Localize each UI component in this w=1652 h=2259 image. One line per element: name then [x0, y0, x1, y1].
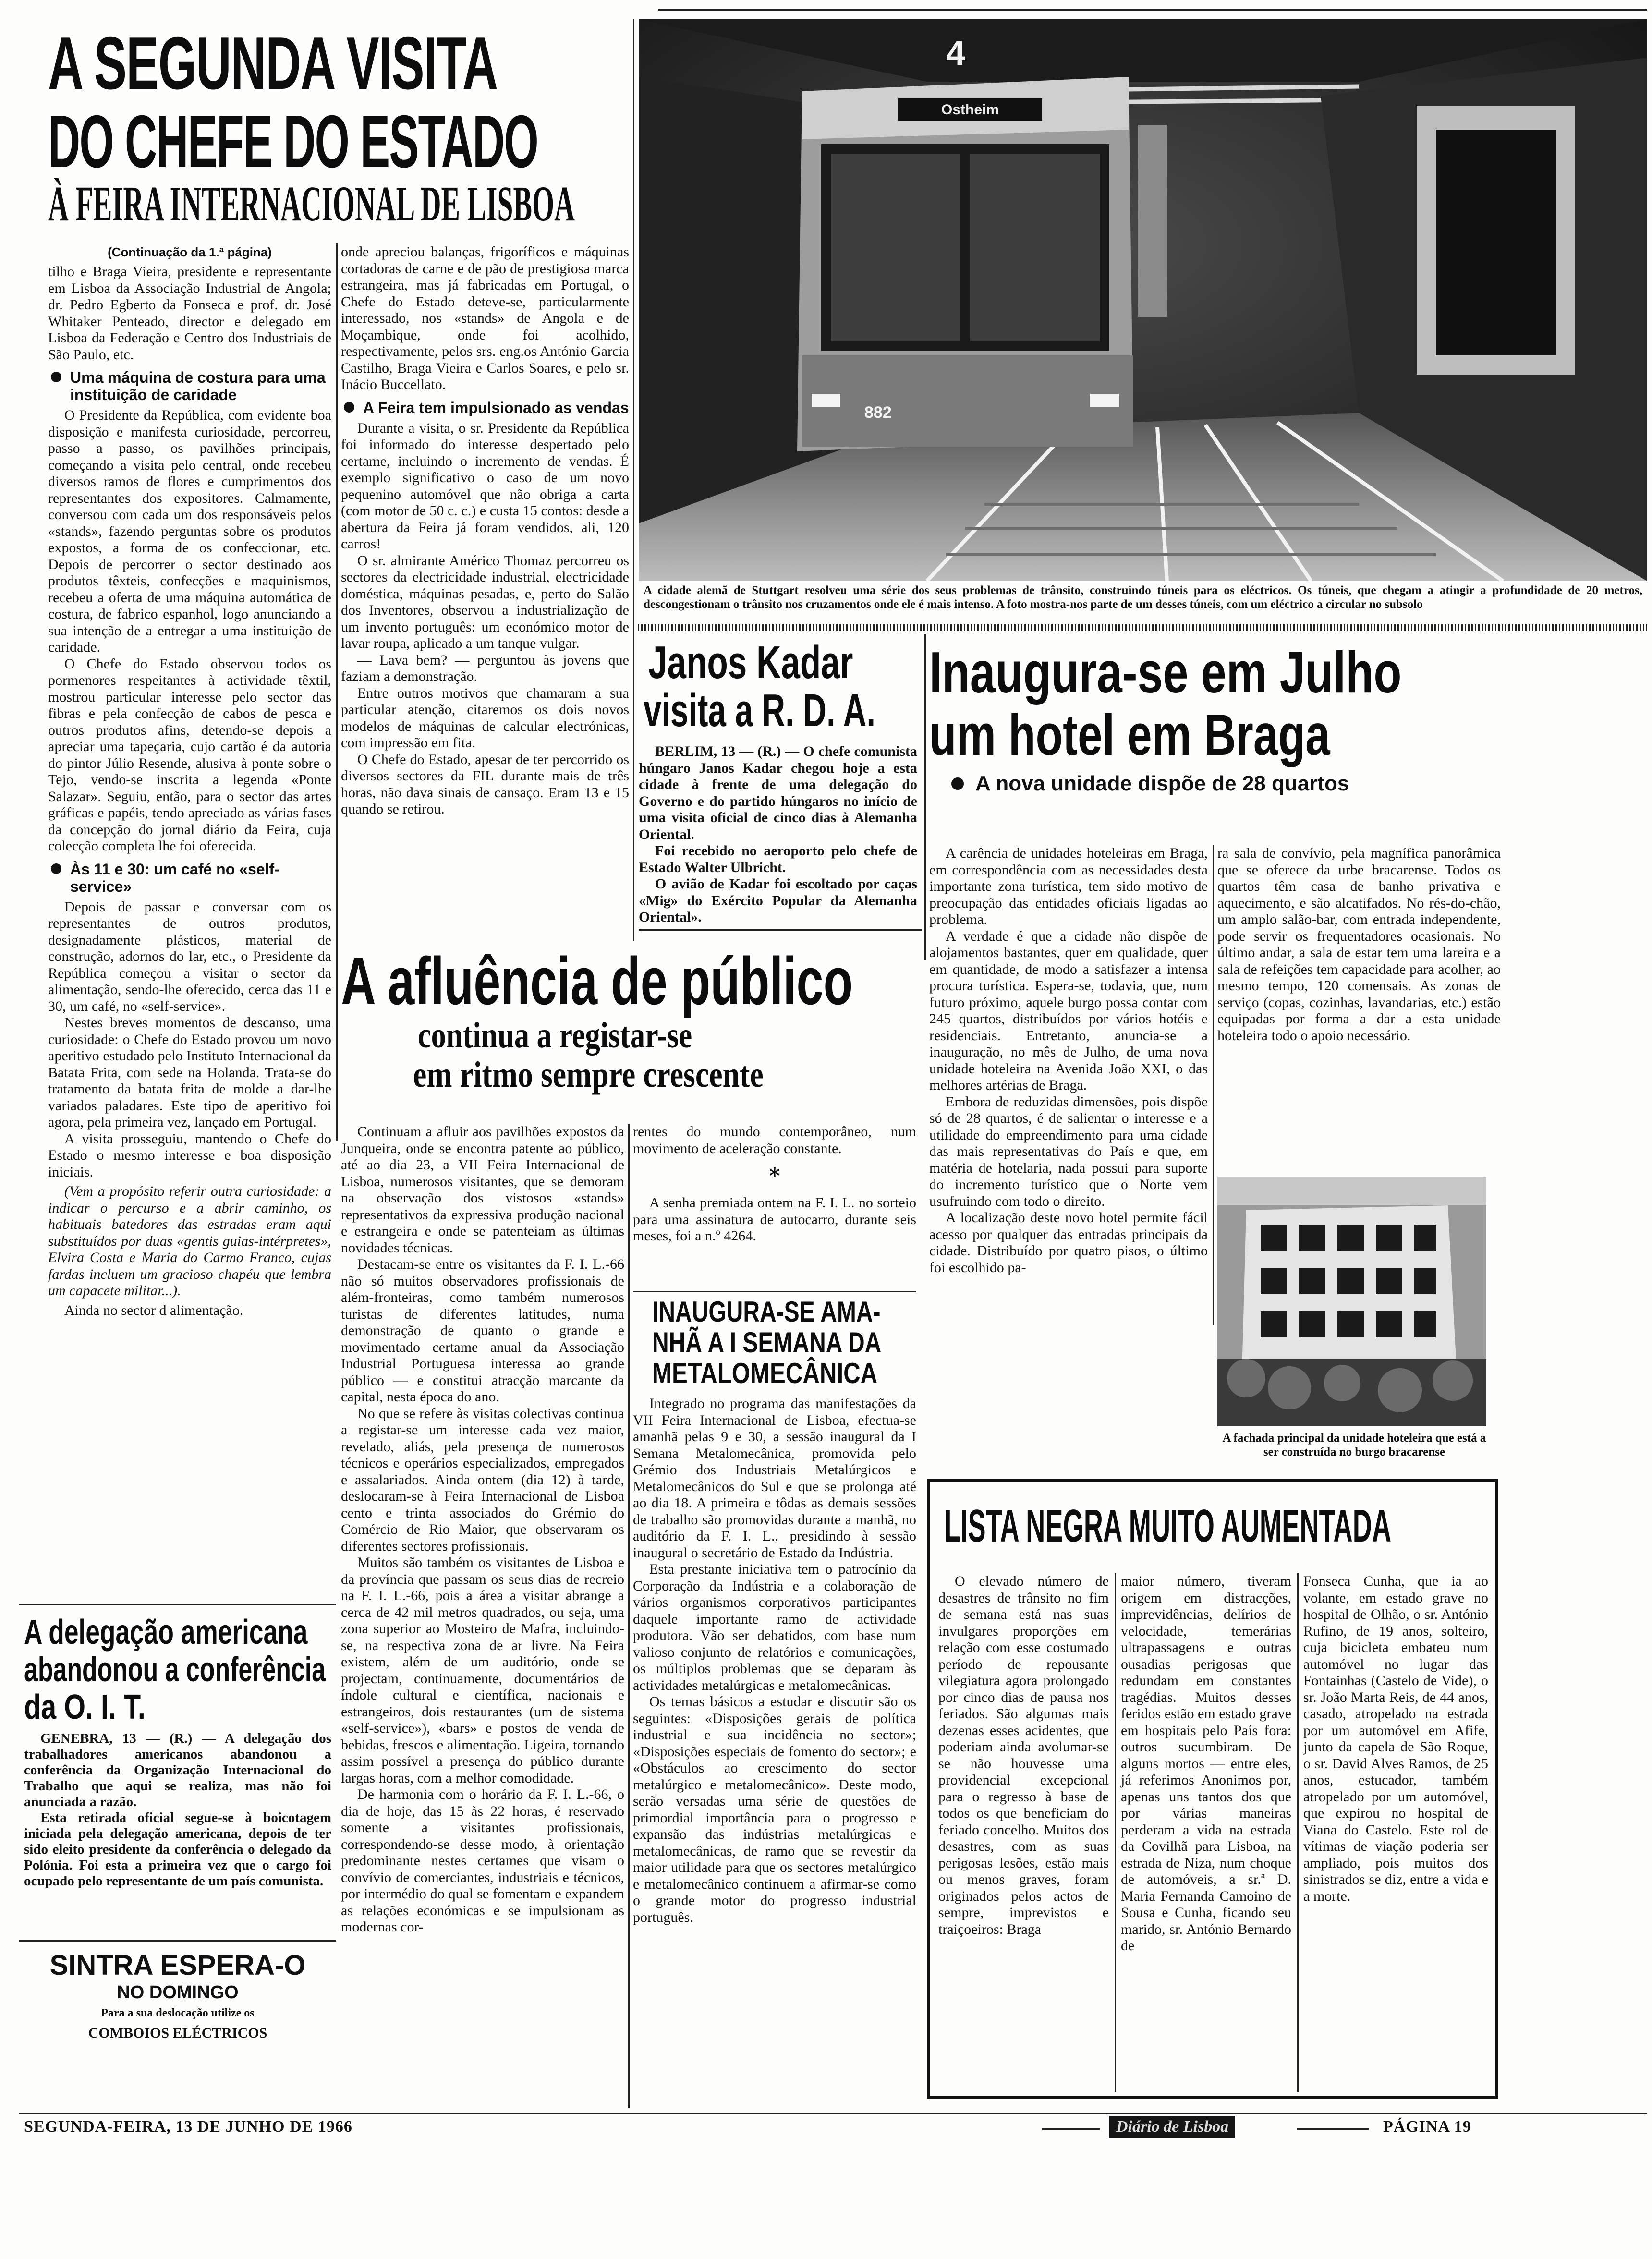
tram-tunnel-illustration	[639, 19, 1647, 581]
main-headline-line3: À FEIRA INTERNACIONAL DE LISBOA	[48, 176, 575, 231]
main-article-col2	[341, 244, 629, 818]
article-paragraph: Os temas básicos a estudar e discutir são os seguintes: «Disposições gerais de política industrial e sua incidência no sector»; «Disposições especiais de fomento do sector»; e «Obstáculos ao crescimento do sector metalúrgico e metalomecânico». Deste modo, serão versadas uma série de questões de primordial importância para o progresso e expansão das indústrias metalúrgicas e metalomecânicas, de ramo que se revestir da maior utilidade para que os sectores metalúrgico e metalomecânico continuem a afirmar-se como o grande motor do progresso industrial português.	[633, 1694, 916, 1925]
afluencia-col1	[341, 1124, 624, 1936]
hotel-col1	[929, 845, 1208, 1276]
hotel-facade-photo	[1217, 1177, 1486, 1426]
article-paragraph: Destacam-se entre os visitantes da F. I. L.-66 não só muitos observadores profissionais de além-fronteiras, como também numerosos turistas de diferentes latitudes, numa demonstração de quanto o grande e movimentado certame anual da Associação Industrial Portuguesa interessa ao grande público — e constitui atracção marcante da capital, nesta época do ano.	[341, 1256, 624, 1405]
article-paragraph: Ainda no sector d alimentação.	[64, 1302, 243, 1318]
column-divider	[924, 634, 926, 960]
article-paragraph: ra sala de convívio, pela magnífica panorâmica que se oferece da urbe bracarense. Todos os quartos têm casa de banho privativa e aquecimento, e são alcatifados. No rés-do-chão, um amplo salão-bar, com entrada independente, pode servir os frequentadores ocasionais. No último andar, a sala de estar tem uma lareira e a sala de refeições tem capacidade para acolher, ao mesmo tempo, 120 comensais. As zonas de serviço (copas, cozinhas, lavandarias, etc.) estão equipadas por forma a dar a esta unidade hoteleira todo o apoio necessário.	[1217, 845, 1501, 1044]
column-divider	[633, 19, 634, 941]
sintra-ad-line2: NO DOMINGO	[117, 1982, 239, 2003]
article-paragraph: Durante a visita, o sr. Presidente da República foi informado do interesse despertado pelo certame, incluindo o incremento de vendas. É exemplo significativo o caso de um novo pequenino automóvel que não obriga a carta (com motor de 50 c. c.) e custa 15 contos: desde a abertura da Feira já foram vendidos, ali, 120 carros!	[341, 420, 629, 552]
main-headline-line2: DO CHEFE DO ESTADO	[48, 100, 538, 183]
hotel-building-illustration	[1217, 1177, 1486, 1426]
bullet-icon	[51, 863, 61, 874]
article-paragraph: Esta retirada oficial segue-se à boicotagem iniciada pela delegação americana, depois de ter sido eleito presidente da conferência o delegado da Polónia. Foi esta a primeira vez que o cargo foi ocupado pelo representante de um país comunista.	[24, 1810, 331, 1889]
article-paragraph: onde apreciou balanças, frigoríficos e máquinas cortadoras de carne e de pão de prestigiosa marca estrangeira, mas já fabricadas em Portugal, o Chefe do Estado deteve-se, particularmente interessado, nos «stands» de Angola e de Moçambique, onde foi acolhido, respectivamente, pelos srs. eng.os António Garcia Castilho, Braga Vieira e Carlos Soares, e pelo sr. Inácio Buccellato.	[341, 244, 629, 392]
tram-sign: Ostheim	[941, 102, 999, 118]
hotel-subheading	[948, 772, 1647, 796]
sintra-ad-line3: Para a sua deslocação utilize os	[101, 2007, 255, 2019]
top-rule	[658, 9, 1647, 11]
subheading-sales	[341, 399, 629, 416]
main-article-col1	[48, 245, 331, 1319]
lista-negra-col2	[1121, 1573, 1291, 1955]
sintra-advert	[24, 1950, 331, 2044]
article-paragraph: A carência de unidades hoteleiras em Braga, em correspondência com as necessidades desta importante zona turística, tem sido motivo de preocupação das entidades oficiais ligadas ao problema.	[929, 845, 1208, 927]
lista-negra-box	[927, 1479, 1498, 2099]
afluencia-subhead-1: continua a registar-se	[418, 1015, 692, 1056]
footer-dash-left	[1042, 2128, 1100, 2130]
article-paragraph: O elevado número de desastres de trânsito no fim de semana está nas suas invulgares proporções em relação com esse costumado período de repousante vilegiatura agora prolongado por cinco dias de pausa nos feriados. São algumas mais dezenas esses acidentes, que poderiam ainda avolumar-se se não houvesse uma providencial excepcional para o regresso à base de todos os que beneficiam do feriado concelho. Muitos dos desastres, com as suas perigosas lesões, estão mais ou menos graves, foram originados pelos actos de sempre, imprevistos e traiçoeiros: Braga	[938, 1573, 1109, 1937]
afluencia-col2	[633, 1124, 916, 1245]
article-paragraph: De harmonia com o horário da F. I. L.-66, o dia de hoje, das 15 às 22 horas, é reservado somente a visitantes profissionais, correspondendo-se desse modo, à orientação predominante nestes certames que visam o convívio de comerciantes, industriais e técnicos, por intermédio do qual se fomentam e expandem as relações económicas e se impulsionam as modernas cor-	[341, 1786, 624, 1935]
article-paragraph: O sr. almirante Américo Thomaz percorreu os sectores da electricidade industrial, electricidade doméstica, máquinas pesadas, e, perto do Salão dos Inventores, observou a industrialização de um invento português: um económico motor de lavar roupa, aplicado a um tanque vulgar.	[341, 552, 629, 651]
article-paragraph: BERLIM, 13 — (R.) — O chefe comunista húngaro Janos Kadar chegou hoje a esta cidade à frente de uma delegação do Governo e do partido húngaros no início de uma visita oficial de cinco dias à Alemanha Oriental.	[639, 743, 917, 842]
article-paragraph: Foi recebido no aeroporto pelo chefe de Estado Walter Ulbricht.	[639, 843, 917, 875]
subheading-text: A Feira tem impulsionado as vendas	[363, 399, 629, 416]
subheading-sewing-machine	[48, 369, 331, 403]
subheading-self-service	[48, 861, 331, 895]
lista-negra-col3	[1303, 1573, 1488, 1905]
footer-date: SEGUNDA-FEIRA, 13 DE JUNHO DE 1966	[24, 2118, 352, 2136]
stuttgart-caption: A cidade alemã de Stuttgart resolveu uma série dos seus problemas de trânsito, construindo túneis para os eléctricos. Os túneis, que chegam a atingir a profundidade de 20 metros, descongestionam o trânsito nos cruzamentos onde ele é mais intenso. A foto mostra-nos parte de um desses túneis, com um eléctrico a circular no subsolo	[644, 584, 1642, 611]
lista-negra-col1	[938, 1573, 1109, 1938]
column-divider	[1213, 845, 1214, 1325]
oit-headline-line2: abandonou a conferência	[24, 1651, 326, 1689]
metalomecanica-headline-line2: NHÃ A I SEMANA DA	[652, 1326, 882, 1359]
article-paragraph: maior número, tiveram origem em distracções, imprevidências, delírios de velocidade, temerárias ultrapassagens e outras ousadias perigosas que redundam em constantes tragédias. Muitos desses feridos estão em estado grave em hospitais pelo País fora: outros sucumbiram. De alguns mortos — entre eles, já referimos Anonimos por, apenas uns tantos dos que por várias maneiras perderam a vida na estrada da Covilhã para Lisboa, na estrada de Niza, num choque de automóveis, a sr.ª D. Maria Fernanda Camoino de Sousa e Cunha, ficando seu marido, sr. António Bernardo de	[1121, 1573, 1291, 1954]
footer-page-number: PÁGINA 19	[1383, 2118, 1471, 2136]
subheading-text: A nova unidade dispõe de 28 quartos	[975, 772, 1349, 795]
article-paragraph: Fonseca Cunha, que ia ao volante, em estado grave no hospital de Olhão, o sr. António Rufino, de 19 anos, solteiro, cuja bicicleta embateu num automóvel no lugar das Fontainhas (Castelo de Vide), o sr. João Marta Reis, de 44 anos, casado, atropelado na estrada por um automóvel em Afife, junto da capela de São Roque, o sr. David Alves Ramos, de 25 anos, estucador, também atropelado por um automóvel, que expirou no hospital de Viana do Castelo. Este rol de vítimas de viação poderia ser ampliado, pois muitos dos sinistrados se diz, entre a vida e a morte.	[1303, 1573, 1488, 1904]
afluencia-headline-main: A afluência de público	[341, 943, 853, 1019]
decorative-rule	[638, 624, 1647, 631]
article-paragraph: A localização deste novo hotel permite fácil acesso por qualquer das entradas principais da cidade. Distribuído por quatro pisos, o último foi escolhido pa-	[929, 1210, 1208, 1275]
footer-dash-right	[1297, 2128, 1369, 2130]
hotel-photo-caption: A fachada principal da unidade hoteleira que está a ser construída no burgo bracarense	[1222, 1432, 1486, 1458]
article-paragraph: Integrado no programa das manifestações da VII Feira Internacional de Lisboa, efectua-se amanhã pelas 9 e 30, a sessão inaugural da I Semana Metalomecânica, promovida pelo Grémio dos Industriais Metalúrgicos e Metalomecânicos do Sul e que se prolonga até ao dia 18. A primeira e tôdas as demais sessões de trabalho são promovidas durante a manhã, no auditório da F. I. L., presidindo à sessão inaugural o secretário de Estado da Indústria.	[633, 1396, 916, 1561]
bullet-icon	[344, 402, 354, 413]
hotel-headline-line2: um hotel em Braga	[929, 702, 1330, 767]
subheading-text: Às 11 e 30: um café no «self-service»	[70, 860, 279, 895]
article-italic-note: (Vem a propósito referir outra curiosidade: a indicar o percurso e a abrir caminho, os habituais batedores das estradas eram aqui substituídos por duas «gentis guias-intérpretes», Elvira Costa e Maria do Carmo Franco, cujas fardas incluem um gracioso chapéu que lembra um capacete militar...).	[48, 1183, 331, 1299]
hotel-braga-headline	[929, 641, 1647, 800]
column-divider	[1115, 1573, 1116, 2092]
article-paragraph: Embora de reduzidas dimensões, pois dispõe só de 28 quartos, é de salientar o interesse e a utilidade do empreendimento para uma cidade das mais representativas do País e que, em matéria de hotelaria, nada possui para suporte do incremento turístico que o Norte vem usufruindo com todo o direito.	[929, 1093, 1208, 1209]
article-paragraph: tilho e Braga Vieira, presidente e representante em Lisboa da Associação Industrial de Angola; dr. Pedro Egberto da Fonseca e prof. dr. José Whitaker Penteado, director e delegado em Lisboa da Federação e Centro dos Industriais de São Paulo, etc.	[48, 264, 331, 363]
bullet-icon	[951, 777, 964, 790]
afluencia-headline	[341, 943, 927, 1095]
stuttgart-tram-photo	[639, 19, 1647, 581]
subheading-text: Uma máquina de costura para uma instituição de caridade	[70, 369, 326, 403]
article-paragraph: Muitos são também os visitantes de Lisboa e da província que passam os seus dias de recreio na F. I. L.-66, pois a área a visitar abrange a cerca de 42 mil metros quadrados, ou seja, uma zona superior ao Mosteiro de Mafra, incluindo-se, na respectiva zona de ar livre. Na Feira existem, além de um auditório, onde se projectam, continuamente, documentários de índole cultural e científica, nacionais e estrangeiros, dois restaurantes (um de sistema «self-service»), «bars» e postos de venda de bebidas, frescos e alimentação. Ligeira, tornando assim possível a presença do público durante largas horas, com a melhor comodidade.	[341, 1555, 624, 1786]
metalomecanica-headline-line3: METALOMECÂNICA	[652, 1357, 878, 1389]
oit-headline-line1: A delegação americana	[24, 1613, 308, 1652]
star-separator: *	[769, 1164, 780, 1188]
footer-rule	[19, 2113, 1647, 2114]
article-paragraph: O Presidente da República, com evidente boa disposição e manifesta curiosidade, percorreu, passo a passo, os pavilhões principais, começando a visita pelo central, onde recebeu diversos ramos de flores e cumprimentos dos representantes dos expositores. Calmamente, conversou com cada um dos responsáveis pelos «stands», fazendo perguntas sobre os produtos expostos, a forma de os confeccionar, etc. Depois de percorrer o sector destinado aos produtos têxteis, confecções e maquinismos, recebeu a oferta de uma máquina automática de costura, de fabrico espanhol, logo anunciando a sua intenção de a entregar a uma instituição de caridade.	[48, 407, 331, 655]
tram-line-number: 4	[946, 34, 966, 73]
article-paragraph: Entre outros motivos que chamaram a sua particular atenção, citaremos os dois novos modelos de máquinas de calcular electrónicas, com impressão em fita.	[341, 685, 629, 751]
continuation-note: (Continuação da 1.ª página)	[108, 245, 272, 259]
afluencia-subhead-2: em ritmo sempre crescente	[413, 1055, 764, 1095]
section-rule	[19, 1940, 336, 1942]
sintra-ad-line4: COMBOIOS ELÉCTRICOS	[88, 2025, 267, 2041]
article-paragraph: Esta prestante iniciativa tem o patrocínio da Corporação da Indústria e a colaboração de vários organismos corporativos participantes daquele importante ramo de actividade produtora. Vão ser debatidos, com base num valioso conjunto de relatórios e comunicações, os múltiplos problemas que se deparam às actividades metalúrgicas e metalomecânicas.	[633, 1561, 916, 1693]
footer-newspaper-logo: Diário de Lisboa	[1109, 2116, 1235, 2138]
article-paragraph: rentes do mundo contemporâneo, num movimento de aceleração constante.	[633, 1124, 916, 1156]
janos-kadar-headline-line1: Janos Kadar	[648, 637, 853, 688]
section-rule	[19, 1604, 336, 1605]
article-paragraph: Nestes breves momentos de descanso, uma curiosidade: o Chefe do Estado provou um novo aperitivo estudado pelo Instituto Internacional da Batata Frita, com sede na Holanda. Trata-se do tratamento da batata frita de molde a dar-lhe variados paladares. Este tipo de aperitivo foi agora, pela primeira vez, lançado em Portugal.	[48, 1015, 331, 1130]
column-divider	[1297, 1573, 1299, 2092]
tram-car-number: 882	[864, 403, 892, 422]
metalomecanica-article	[633, 1297, 916, 1926]
main-headline-line1: A SEGUNDA VISITA	[48, 22, 498, 105]
article-paragraph: O Chefe do Estado, apesar de ter percorrido os diversos sectores da FIL durante mais de três horas, não dava sinais de cansaço. Eram 13 e 15 quando se retirou.	[341, 751, 629, 817]
lista-negra-headline: LISTA NEGRA MUITO AUMENTADA	[944, 1500, 1392, 1552]
article-paragraph: A verdade é que a cidade não dispõe de alojamentos bastantes, quer em qualidade, quer em quantidade, de modo a satisfazer a intensa procura turística. Espera-se, todavia, que, num futuro próximo, aquele burgo possa contar com 245 quartos, distribuídos por vários hotéis e residenciais. Entretanto, anuncia-se a inauguração, no mês de Julho, de uma nova unidade hoteleira na Avenida João XXI, o das melhores artérias de Braga.	[929, 928, 1208, 1093]
hotel-headline-line1: Inaugura-se em Julho	[929, 640, 1402, 705]
column-divider	[628, 1124, 630, 2108]
bullet-icon	[51, 372, 61, 382]
article-paragraph: A visita prosseguiu, mantendo o Chefe do Estado o mesmo interesse e boa disposição iniciais.	[48, 1130, 331, 1180]
janos-kadar-article	[639, 639, 917, 926]
sintra-ad-line1: SINTRA ESPERA-O	[49, 1950, 306, 1981]
article-paragraph: — Lava bem? — perguntou às jovens que faziam a demonstração.	[341, 652, 629, 684]
metalomecanica-headline-line1: INAUGURA-SE AMA-	[652, 1296, 881, 1328]
oit-article	[24, 1614, 331, 1889]
section-rule	[639, 929, 922, 931]
article-paragraph: GENEBRA, 13 — (R.) — A delegação dos trabalhadores americanos abandonou a conferência da Organização Internacional do Trabalho que aqui se realiza, mas não foi anunciada a razão.	[24, 1731, 331, 1810]
section-rule	[633, 1291, 916, 1292]
hotel-col2	[1217, 845, 1501, 1044]
article-paragraph: O avião de Kadar foi escoltado por caças «Mig» do Exército Popular da Alemanha Oriental».	[639, 876, 917, 925]
article-paragraph: A senha premiada ontem na F. I. L. no sorteio para uma assinatura de autocarro, durante seis meses, foi a n.º 4264.	[633, 1195, 916, 1244]
article-paragraph: Depois de passar e conversar com os representantes de outros produtos, designadamente plásticos, material de construção, adornos do lar, etc., o Presidente da República começou a visitar o sector da alimentação, sendo-lhe oferecido, cerca das 11 e 30, um café, no «self-service».	[48, 899, 331, 1014]
janos-kadar-headline-line2: visita a R. D. A.	[644, 685, 875, 736]
article-paragraph: No que se refere às visitas colectivas continua a registar-se um interesse cada vez maior, revelado, aliás, pela presença de numerosos técnicos e operários especializados, empregados e assalariados. Ainda ontem (dia 12) à tarde, deslocaram-se à Feira Internacional de Lisboa cento e trinta associados do Grémio do Comércio de Rio Maior, que observaram os diferentes sectores profissionais.	[341, 1405, 624, 1554]
article-paragraph: O Chefe do Estado observou todos os pormenores respeitantes à actividade têxtil, mostrou particular interesse pelo sector das fibras e pela confecção de cabos de pesca e outros produtos afins, detendo-se depois a apreciar uma tapeçaria, cujo cartão é da autoria do pintor Júlio Resende, alusiva à ponte sobre o Tejo, vendo-se inscrita a legenda «Ponte Salazar». Seguiu, então, para o sector das artes gráficas e papéis, tendo apreciado as várias fases da concepção do jornal diário da Feira, cuja colecção completa lhe foi oferecida.	[48, 656, 331, 854]
article-paragraph: Continuam a afluir aos pavilhões expostos da Junqueira, onde se encontra patente ao público, até ao dia 23, a VII Feira Internacional de Lisboa, numerosos visitantes, que se demoram na observação dos vistosos «stands» representativos da expressiva produção nacional e estrangeira e onde se patenteiam as últimas novidades técnicas.	[341, 1124, 624, 1256]
oit-headline-line3: da O. I. T.	[24, 1688, 146, 1726]
column-divider	[336, 243, 338, 1141]
